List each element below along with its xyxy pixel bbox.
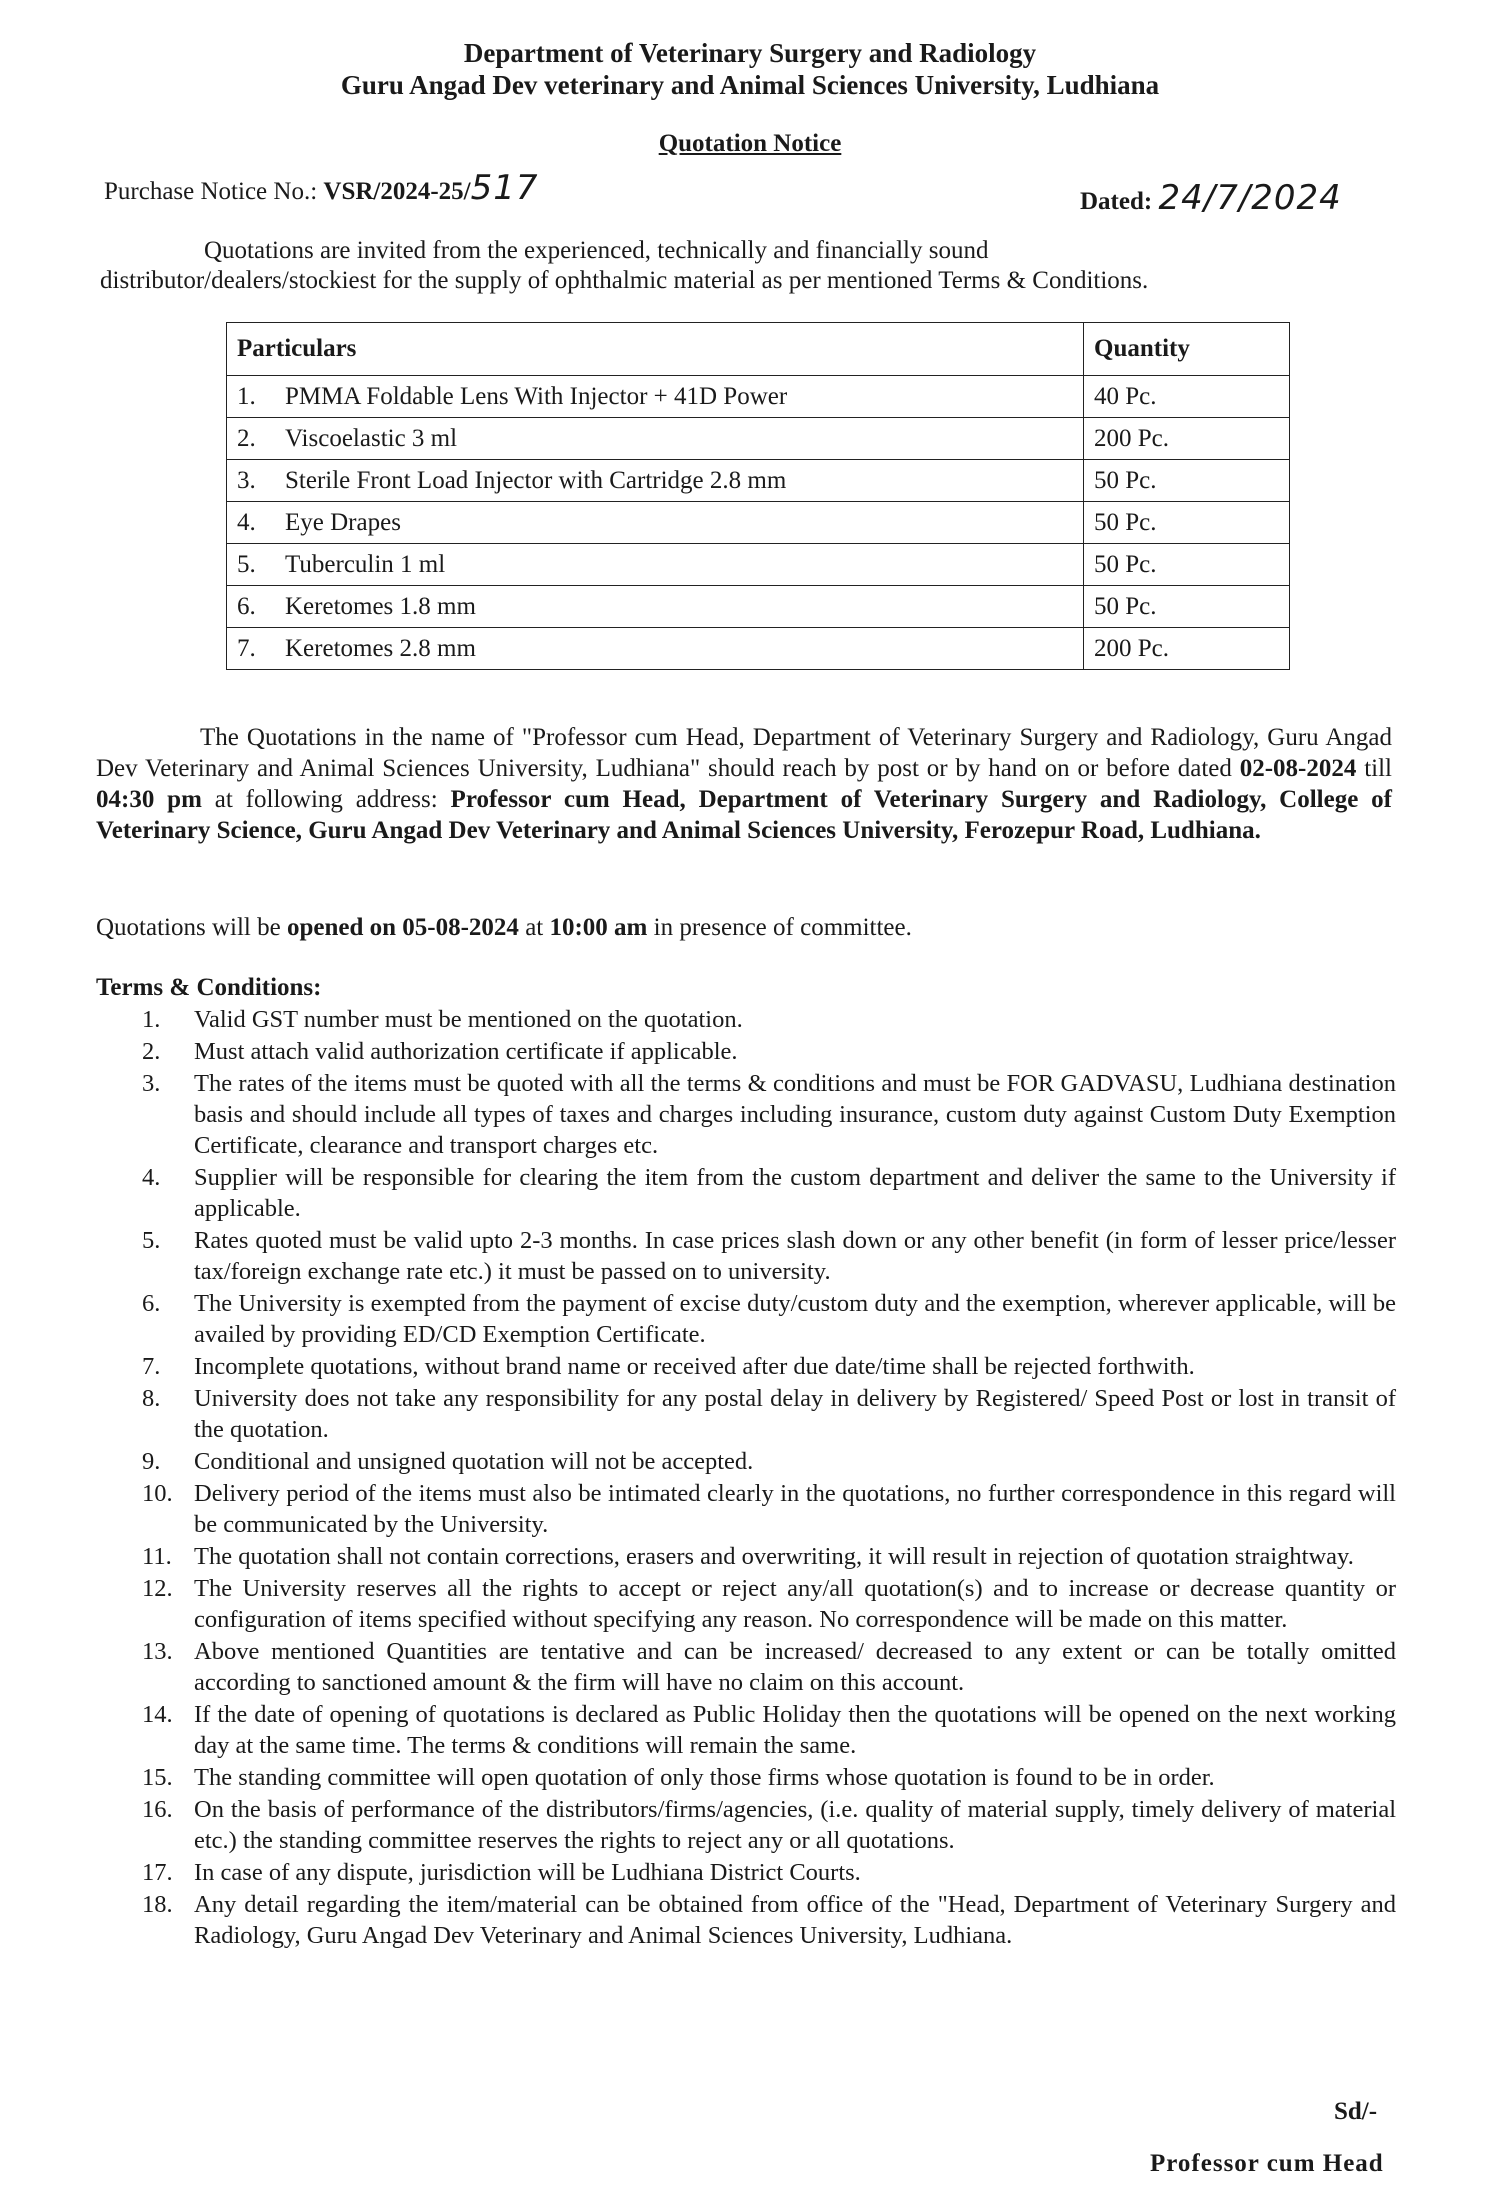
item-cell xyxy=(227,544,1084,586)
university-heading: Guru Angad Dev veterinary and Animal Sciences University, Ludhiana xyxy=(340,70,1160,100)
submission-paragraph xyxy=(96,722,1392,846)
intro-line-2: distributor/dealers/stockiest for the supply of ophthalmic material as per mentioned Terms & Conditions. xyxy=(100,267,1149,294)
opening-text-1: Quotations will be xyxy=(96,914,287,941)
item-number: 3. xyxy=(237,466,256,494)
item-name: Eye Drapes xyxy=(285,508,401,536)
term-text: Supplier will be responsible for clearing the item from the custom department and deliver the same to the University if applicable. xyxy=(194,1164,1396,1222)
quantity-cell: 50 Pc. xyxy=(1084,586,1290,628)
purchase-notice-printed: VSR/2024-25/ xyxy=(323,178,471,205)
item-cell xyxy=(227,586,1084,628)
terms-list xyxy=(96,1004,1396,1952)
term-number: 5. xyxy=(142,1227,161,1254)
term-number: 4. xyxy=(142,1164,161,1191)
quantity-cell: 50 Pc. xyxy=(1084,502,1290,544)
term-text: The University reserves all the rights to accept or reject any/all quotation(s) and to increase or decrease quantity or configuration of items specified without specifying any reason. No correspondence will be made on this matter. xyxy=(194,1575,1396,1633)
quantity-header: Quantity xyxy=(1084,323,1290,376)
term-number: 13. xyxy=(142,1638,173,1665)
opening-date: opened on 05-08-2024 xyxy=(286,914,519,941)
term-item xyxy=(96,1636,1396,1698)
opening-text-3: in presence of committee. xyxy=(647,914,912,941)
term-number: 16. xyxy=(142,1796,173,1823)
term-text: The standing committee will open quotation of only those firms whose quotation is found to be in order. xyxy=(194,1764,1215,1791)
term-number: 11. xyxy=(142,1543,172,1570)
item-number: 6. xyxy=(237,592,256,620)
term-number: 18. xyxy=(142,1891,173,1918)
particulars-header: Particulars xyxy=(227,323,1084,376)
term-number: 9. xyxy=(142,1448,161,1475)
term-text: In case of any dispute, jurisdiction will be Ludhiana District Courts. xyxy=(194,1859,861,1886)
table-header-row xyxy=(227,323,1290,376)
term-text: Any detail regarding the item/material can be obtained from office of the "Head, Department of Veterinary Surgery and Radiology, Guru Angad Dev Veterinary and Animal Sciences University, Ludhiana. xyxy=(194,1891,1396,1949)
term-text: Conditional and unsigned quotation will not be accepted. xyxy=(194,1448,754,1475)
term-item xyxy=(96,1541,1396,1572)
term-item xyxy=(96,1162,1396,1224)
term-number: 17. xyxy=(142,1859,173,1886)
dated-handwritten-value: 24/7/2024 xyxy=(1158,178,1342,218)
term-text: Delivery period of the items must also be intimated clearly in the quotations, no further correspondence in this regard will be communicated by the University. xyxy=(194,1480,1396,1538)
item-number: 2. xyxy=(237,424,256,452)
table-row xyxy=(227,544,1290,586)
term-item xyxy=(96,1288,1396,1350)
quantity-cell: 50 Pc. xyxy=(1084,460,1290,502)
term-number: 15. xyxy=(142,1764,173,1791)
item-number: 4. xyxy=(237,508,256,536)
term-item xyxy=(96,1857,1396,1888)
term-text: On the basis of performance of the distributors/firms/agencies, (i.e. quality of material supply, timely delivery of material etc.) the standing committee reserves the rights to reject any or all quotations. xyxy=(194,1796,1396,1854)
purchase-notice-number xyxy=(104,168,539,208)
term-number: 1. xyxy=(142,1006,161,1033)
item-name: Keretomes 2.8 mm xyxy=(285,634,476,662)
items-table xyxy=(226,322,1290,670)
item-name: Keretomes 1.8 mm xyxy=(285,592,476,620)
term-number: 6. xyxy=(142,1290,161,1317)
opening-text-2: at xyxy=(518,914,550,941)
term-item xyxy=(96,1351,1396,1382)
purchase-notice-handwritten: 517 xyxy=(470,168,539,208)
term-text: Incomplete quotations, without brand name or received after due date/time shall be rejected forthwith. xyxy=(194,1353,1195,1380)
table-row xyxy=(227,418,1290,460)
table-row xyxy=(227,502,1290,544)
term-item xyxy=(96,1036,1396,1067)
term-text: University does not take any responsibility for any postal delay in delivery by Registered/ Speed Post or lost in transit of the quotation. xyxy=(194,1385,1396,1443)
dated-label: Dated: xyxy=(1080,188,1159,215)
notice-date xyxy=(1080,178,1342,218)
term-text: Valid GST number must be mentioned on the quotation. xyxy=(194,1006,743,1033)
term-text: The University is exempted from the payment of excise duty/custom duty and the exemption, wherever applicable, will be availed by providing ED/CD Exemption Certificate. xyxy=(194,1290,1396,1348)
table-row xyxy=(227,376,1290,418)
term-item xyxy=(96,1889,1396,1951)
term-number: 14. xyxy=(142,1701,173,1728)
term-number: 3. xyxy=(142,1070,161,1097)
quantity-cell: 40 Pc. xyxy=(1084,376,1290,418)
item-name: Viscoelastic 3 ml xyxy=(285,424,458,452)
notice-title: Quotation Notice xyxy=(658,130,842,157)
deadline-date: 02-08-2024 xyxy=(1239,755,1357,782)
term-text: Rates quoted must be valid upto 2-3 months. In case prices slash down or any other benefit (in form of lesser price/lesser tax/foreign exchange rate etc.) it must be passed on to university. xyxy=(194,1227,1396,1285)
item-cell xyxy=(227,418,1084,460)
term-text: The rates of the items must be quoted with all the terms & conditions and must be FOR GADVASU, Ludhiana destination basis and should include all types of taxes and charges including insurance, custom duty against Custom Duty Exemption Certificate, clearance and transport charges etc. xyxy=(194,1070,1396,1159)
intro-paragraph xyxy=(100,236,1372,296)
item-cell xyxy=(227,628,1084,670)
item-cell xyxy=(227,376,1084,418)
term-item xyxy=(96,1004,1396,1035)
deadline-time: 04:30 pm xyxy=(96,786,202,813)
opening-time: 10:00 am xyxy=(549,914,648,941)
term-number: 2. xyxy=(142,1038,161,1065)
item-number: 7. xyxy=(237,634,256,662)
terms-heading: Terms & Conditions: xyxy=(96,974,322,1001)
signature-mark: Sd/- xyxy=(1334,2098,1378,2125)
term-item xyxy=(96,1068,1396,1161)
table-row xyxy=(227,460,1290,502)
item-name: Tuberculin 1 ml xyxy=(285,550,446,578)
item-name: Sterile Front Load Injector with Cartridge 2.8 mm xyxy=(285,466,787,494)
term-number: 7. xyxy=(142,1353,161,1380)
term-item xyxy=(96,1794,1396,1856)
term-item xyxy=(96,1699,1396,1761)
term-text: The quotation shall not contain corrections, erasers and overwriting, it will result in rejection of quotation straightway. xyxy=(194,1543,1354,1570)
signatory-designation: Professor cum Head xyxy=(1150,2150,1384,2177)
term-text: Above mentioned Quantities are tentative and can be increased/ decreased to any extent or can be totally omitted according to sanctioned amount & the firm will have no claim on this account. xyxy=(194,1638,1396,1696)
term-item xyxy=(96,1446,1396,1477)
term-item xyxy=(96,1383,1396,1445)
term-text: Must attach valid authorization certificate if applicable. xyxy=(194,1038,738,1065)
item-number: 5. xyxy=(237,550,256,578)
term-number: 8. xyxy=(142,1385,161,1412)
table-row xyxy=(227,586,1290,628)
term-text: If the date of opening of quotations is declared as Public Holiday then the quotations will be opened on the next working day at the same time. The terms & conditions will remain the same. xyxy=(194,1701,1396,1759)
item-cell xyxy=(227,502,1084,544)
term-item xyxy=(96,1478,1396,1540)
item-cell xyxy=(227,460,1084,502)
term-item xyxy=(96,1762,1396,1793)
term-number: 10. xyxy=(142,1480,173,1507)
department-heading: Department of Veterinary Surgery and Radiology xyxy=(463,38,1037,68)
quantity-cell: 50 Pc. xyxy=(1084,544,1290,586)
submission-text-2: till xyxy=(1356,755,1392,782)
opening-paragraph xyxy=(96,912,1392,943)
item-name: PMMA Foldable Lens With Injector + 41D Power xyxy=(285,382,788,410)
submission-text-1: The Quotations in the name of "Professor cum Head, Department of Veterinary Surgery and Radiology, Guru Angad Dev Veterinary and Animal Sciences University, Ludhiana" should reach by post or by hand on or before dated xyxy=(96,724,1392,782)
term-item xyxy=(96,1225,1396,1287)
submission-text-3: at following address: xyxy=(201,786,451,813)
submission-address: Professor cum Head, Department of Veterinary Surgery and Radiology, College of Veterinary Science, Guru Angad Dev Veterinary and Animal Sciences University, Ferozepur Road, Ludhiana. xyxy=(96,786,1392,844)
intro-line-1: Quotations are invited from the experienced, technically and financially sound xyxy=(204,237,989,264)
quantity-cell: 200 Pc. xyxy=(1084,628,1290,670)
quantity-cell: 200 Pc. xyxy=(1084,418,1290,460)
term-number: 12. xyxy=(142,1575,173,1602)
item-number: 1. xyxy=(237,382,256,410)
table-row xyxy=(227,628,1290,670)
purchase-notice-label: Purchase Notice No.: xyxy=(104,178,324,205)
term-item xyxy=(96,1573,1396,1635)
